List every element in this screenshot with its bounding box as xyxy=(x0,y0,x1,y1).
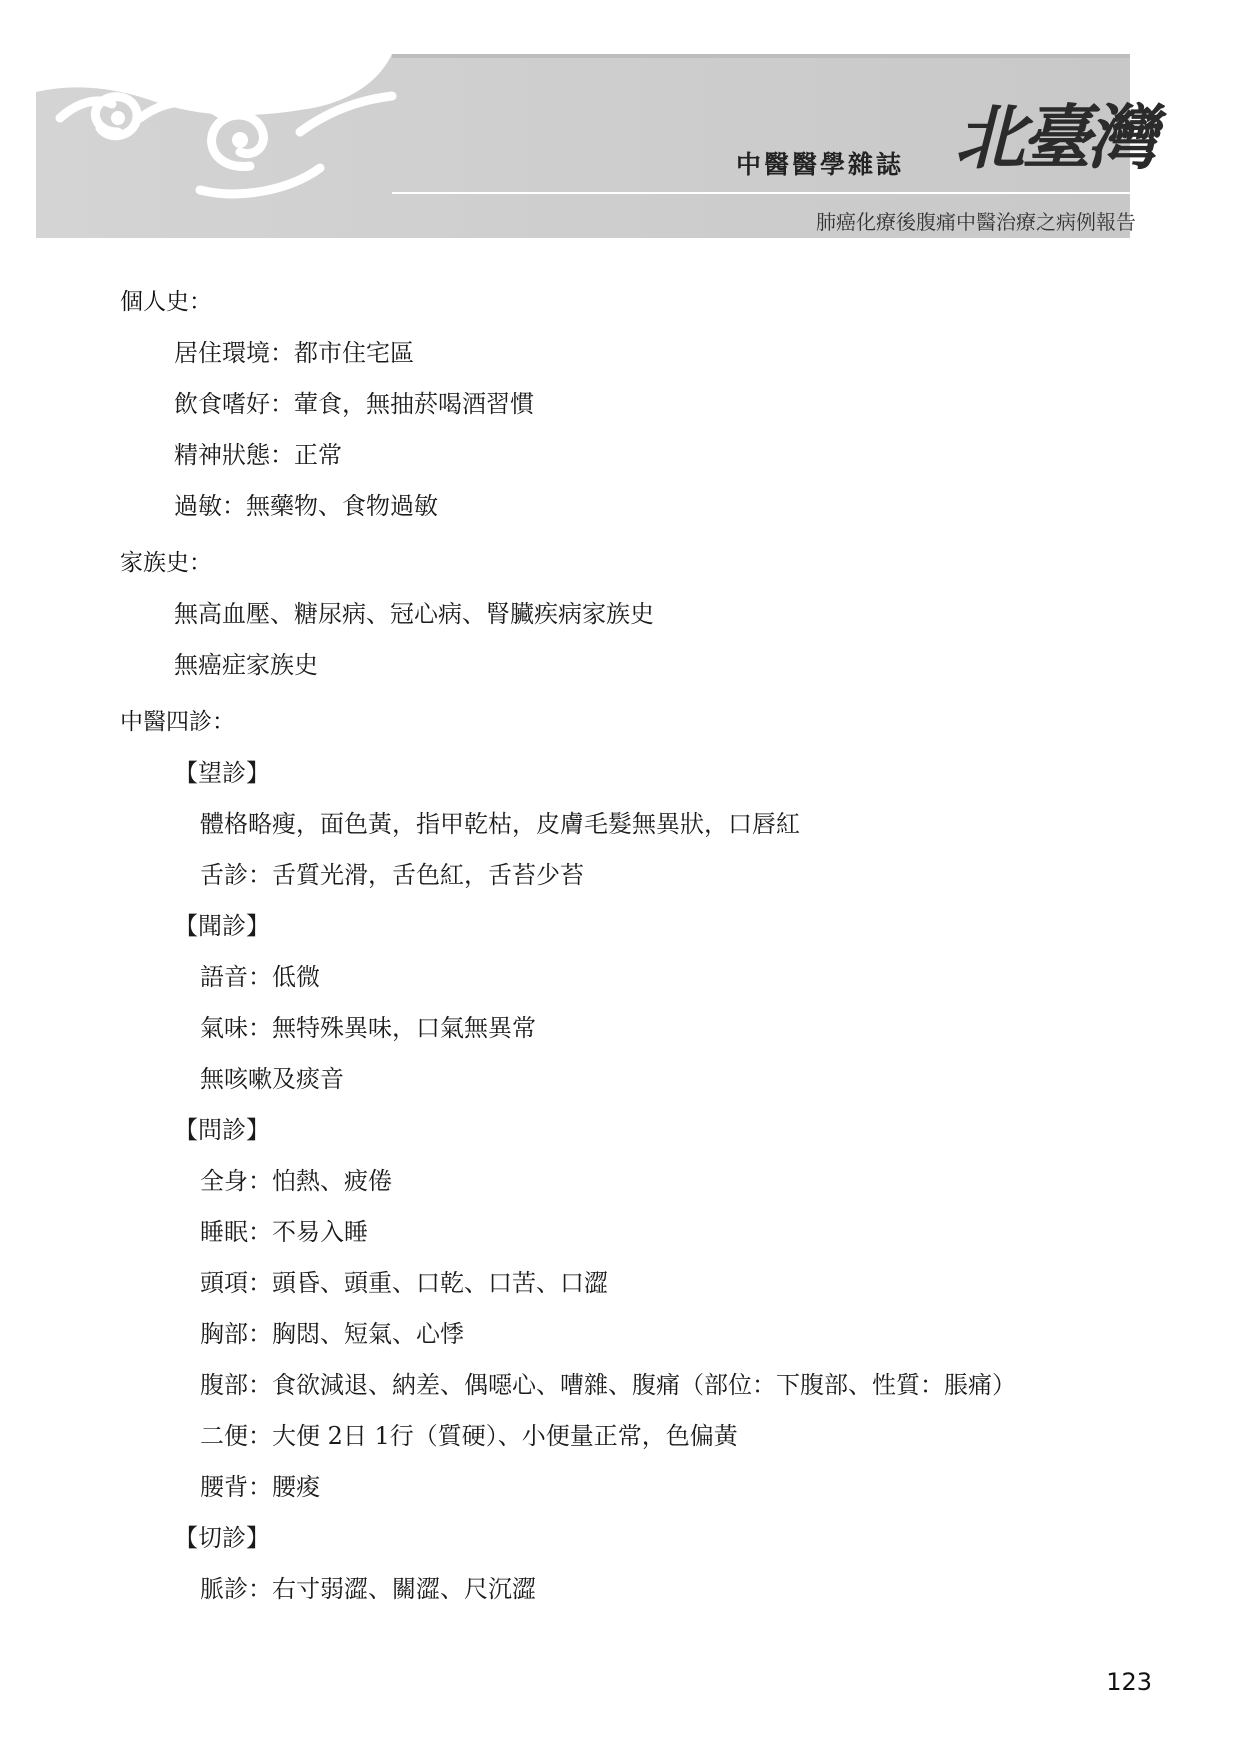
article-title: 肺癌化療後腹痛中醫治療之病例報告 xyxy=(816,210,1136,234)
list-item: 居住環境：都市住宅區 xyxy=(174,339,414,367)
list-item: 無癌症家族史 xyxy=(174,651,318,679)
list-item: 精神狀態：正常 xyxy=(174,441,342,469)
list-item: 頭項：頭昏、頭重、口乾、口苦、口澀 xyxy=(200,1269,608,1297)
list-item: 睡眠：不易入睡 xyxy=(200,1218,368,1246)
family-history-heading: 家族史： xyxy=(120,550,212,576)
personal-history-heading: 個人史： xyxy=(120,289,212,315)
journal-name: 中醫醫學雜誌 xyxy=(736,150,905,179)
list-item: 無咳嗽及痰音 xyxy=(200,1065,344,1093)
palpation-title: 【切診】 xyxy=(174,1524,270,1552)
list-item: 胸部：胸悶、短氣、心悸 xyxy=(200,1320,464,1348)
list-item: 舌診：舌質光滑，舌色紅，舌苔少苔 xyxy=(200,861,584,889)
listening-title: 【聞診】 xyxy=(174,912,270,940)
tcm-diagnosis-heading: 中醫四診： xyxy=(120,709,235,735)
list-item: 腹部：食欲減退、納差、偶噁心、嘈雜、腹痛（部位：下腹部、性質：脹痛） xyxy=(200,1371,1016,1399)
journal-brand-logo: 北臺灣 xyxy=(955,96,1153,179)
page-number: 123 xyxy=(1106,1668,1152,1696)
list-item: 氣味：無特殊異味，口氣無異常 xyxy=(200,1014,536,1042)
article-body xyxy=(120,285,1140,1606)
list-item: 全身：怕熱、疲倦 xyxy=(200,1167,392,1195)
list-item: 過敏：無藥物、食物過敏 xyxy=(174,492,438,520)
page-header xyxy=(0,0,1240,260)
list-item: 腰背：腰痠 xyxy=(200,1473,320,1501)
list-item: 語音：低微 xyxy=(200,963,320,991)
list-item: 二便：大便 2日 1行（質硬）、小便量正常，色偏黃 xyxy=(200,1422,738,1450)
inquiry-title: 【問診】 xyxy=(174,1116,270,1144)
list-item: 飲食嗜好：葷食，無抽菸喝酒習慣 xyxy=(174,390,534,418)
list-item: 脈診：右寸弱澀、關澀、尺沉澀 xyxy=(200,1575,536,1603)
inspection-title: 【望診】 xyxy=(174,759,270,787)
list-item: 無高血壓、糖尿病、冠心病、腎臟疾病家族史 xyxy=(174,600,654,628)
list-item: 體格略瘦，面色黃，指甲乾枯，皮膚毛髮無異狀，口唇紅 xyxy=(200,810,800,838)
